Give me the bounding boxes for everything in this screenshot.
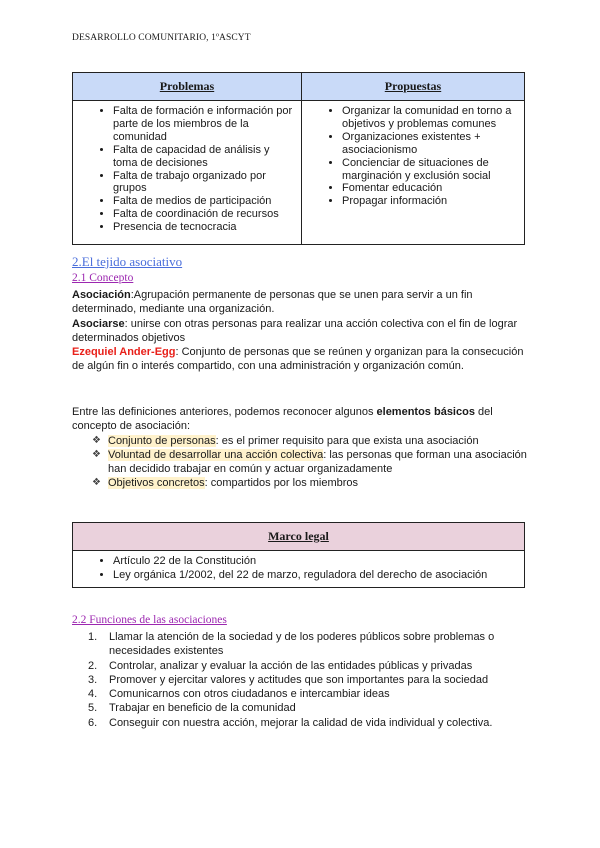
- list-item: • Concienciar de situaciones de marginación y exclusión social: [342, 157, 518, 183]
- basic-elements: [72, 405, 527, 491]
- list-item: • Ley orgánica 1/2002, del 22 de marzo, reguladora del derecho de asociación: [113, 568, 518, 582]
- list-item: • Falta de coordinación de recursos: [113, 208, 295, 221]
- problemas-header: Problemas: [73, 73, 302, 101]
- list-item: ❖ Conjunto de personas: es el primer requisito para que exista una asociación: [92, 434, 479, 447]
- definitions: [72, 288, 527, 374]
- diamond-bullet-icon: ❖: [92, 477, 101, 489]
- propuestas-header: Propuestas: [302, 73, 525, 101]
- definition-asociacion: Asociación:Agrupación permanente de personas que se unen para servir a un fin determinado, mediante una organización.: [72, 289, 473, 316]
- list-item: • Fomentar educación: [342, 182, 518, 195]
- definition-ander-egg: Ezequiel Ander-Egg: Conjunto de personas que se reúnen y organizan para la consecución de algún fin o interés compartido, con una administración y organización común.: [72, 346, 524, 373]
- section-title: 2.El tejido asociativo: [72, 254, 183, 269]
- list-item: • Falta de medios de participación: [113, 195, 295, 208]
- document-header: DESARROLLO COMUNITARIO, 1ºASCYT: [72, 33, 251, 43]
- list-item: 4. Comunicarnos con otros ciudadanos e intercambiar ideas: [88, 688, 390, 701]
- propuestas-cell: [302, 101, 525, 245]
- basic-elements-intro: Entre las definiciones anteriores, podemos reconocer algunos elementos básicos del concepto de asociación:: [72, 406, 493, 433]
- list-item: 6. Conseguir con nuestra acción, mejorar la calidad de vida individual y colectiva.: [88, 716, 493, 729]
- diamond-bullet-icon: ❖: [92, 448, 101, 460]
- diamond-bullet-icon: ❖: [92, 434, 101, 446]
- marco-legal-cell: [73, 551, 525, 588]
- funciones-list: [72, 630, 527, 730]
- list-item: 2. Controlar, analizar y evaluar la acción de las entidades públicas y privadas: [88, 659, 473, 672]
- list-item: • Propagar información: [342, 195, 518, 208]
- list-item: • Presencia de tecnocracia: [113, 221, 295, 234]
- list-item: • Artículo 22 de la Constitución: [113, 554, 518, 568]
- list-item: 5. Trabajar en beneficio de la comunidad: [88, 702, 296, 715]
- definition-asociarse: Asociarse: unirse con otras personas para realizar una acción colectiva con el fin de lograr determinados objetivos: [72, 317, 518, 344]
- list-item: ❖ Voluntad de desarrollar una acción colectiva: las personas que forman una asociación han decidido trabajar en común y actuar organizadamente: [92, 448, 527, 476]
- subsection-title-funciones: 2.2 Funciones de las asociaciones: [72, 614, 227, 626]
- marco-legal-header: Marco legal: [73, 523, 525, 551]
- list-item: ❖ Objetivos concretos: compartidos por los miembros: [92, 477, 359, 490]
- list-item: 3. Promover y ejercitar valores y actitudes que son importantes para la sociedad: [88, 673, 489, 686]
- list-item: • Falta de formación e información por parte de los miembros de la comunidad: [113, 105, 295, 144]
- list-item: • Falta de capacidad de análisis y toma de decisiones: [113, 144, 295, 170]
- marco-legal-table: [72, 522, 525, 588]
- list-item: • Organizaciones existentes + asociacionismo: [342, 131, 518, 157]
- list-item: • Falta de trabajo organizado por grupos: [113, 170, 295, 196]
- problemas-cell: [73, 101, 302, 245]
- list-item: • Organizar la comunidad en torno a objetivos y problemas comunes: [342, 105, 518, 131]
- list-item: 1. Llamar la atención de la sociedad y de los poderes públicos sobre problemas o necesidades existentes: [88, 631, 495, 658]
- problems-proposals-table: [72, 72, 525, 245]
- subsection-title-concepto: 2.1 Concepto: [72, 272, 134, 284]
